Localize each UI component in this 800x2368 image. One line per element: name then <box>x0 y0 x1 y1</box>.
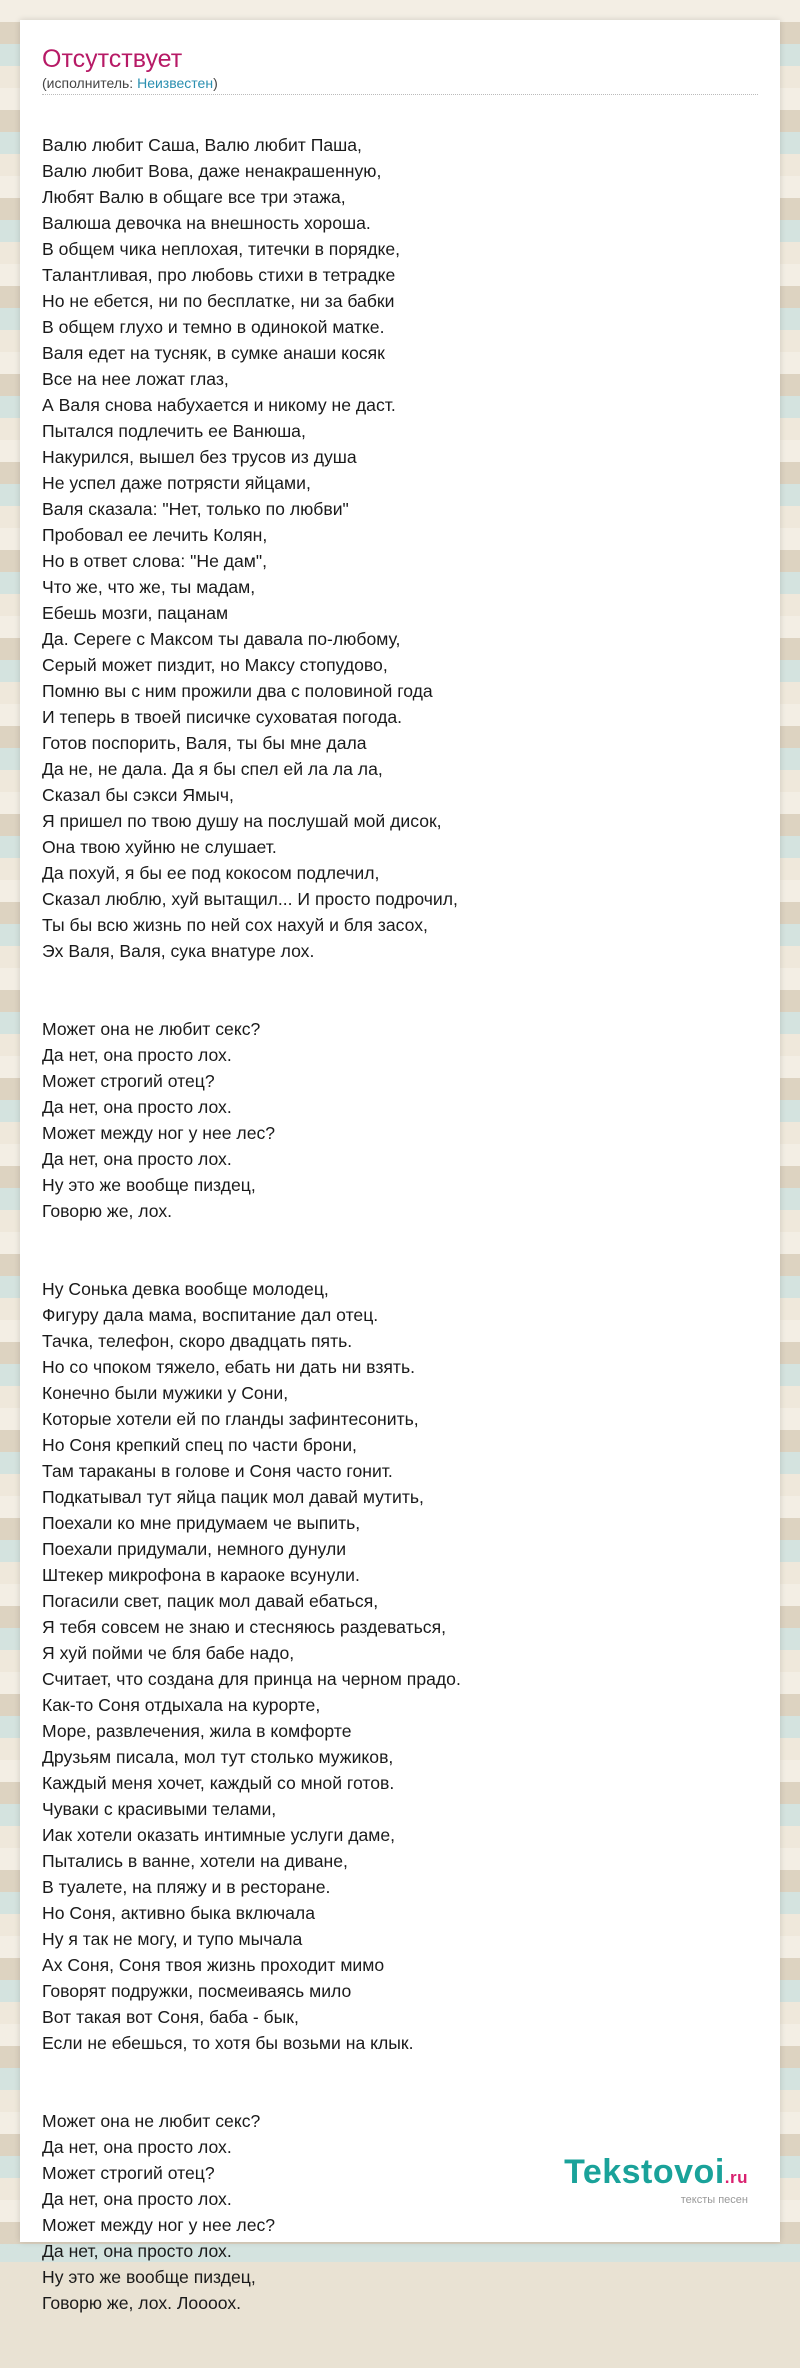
performer-link[interactable]: Неизвестен <box>137 75 214 91</box>
performer-line <box>42 74 218 92</box>
verse-1: Валю любит Саша, Валю любит Паша, Валю любит Вова, даже ненакрашенную, Любят Валю в общаге все три этажа, Валюша девочка на внешность хороша. В общем чика неплохая, титечки в порядке, Талантливая, про любовь стихи в тетрадке Но не ебется, ни по бесплатке, ни за бабки В общем глухо и темно в одинокой матке. Валя едет на тусняк, в сумке анаши косяк Все на нее ложат глаз, А Валя снова набухается и никому не даст. Пытался подлечить ее Ванюша, Накурился, вышел без трусов из душа Не успел даже потрясти яйцами, Валя сказала: "Нет, только по любви" Пробовал ее лечить Колян, Но в ответ слова: "Не дам", Что же, что же, ты мадам, Ебешь мозги, пацанам Да. Сереге с Максом ты давала по-любому, Серый может пиздит, но Максу стопудово, Помню вы с ним прожили два с половиной года И теперь в твоей писичке суховатая погода. Готов поспорить, Валя, ты бы мне дала Да не, не дала. Да я бы спел ей ла ла ла, Сказал бы сэкси Ямыч, Я пришел по твою душу на послушай мой дисок, Она твою хуйню не слушает. Да похуй, я бы ее под кокосом подлечил, Сказал люблю, хуй вытащил... И просто подрочил, Ты бы всю жизнь по ней сох нахуй и бля засох, Эх Валя, Валя, сука внатуре лох. <box>42 135 458 961</box>
verse-2: Ну Сонька девка вообще молодец, Фигуру дала мама, воспитание дал отец. Тачка, телефон, скоро двадцать пять. Но со чпоком тяжело, ебать ни дать ни взять. Конечно были мужики у Сони, Которые хотели ей по гланды зафинтесонить, Но Соня крепкий спец по части брони, Там тараканы в голове и Соня часто гонит. Подкатывал тут яйца пацик мол давай мутить, Поехали ко мне придумаем че выпить, Поехали придумали, немного дунули Штекер микрофона в караоке всунули. Погасили свет, пацик мол давай ебаться, Я тебя совсем не знаю и стесняюсь раздеваться, Я хуй пойми че бля бабе надо, Считает, что создана для принца на черном прадо. Как-то Соня отдыхала на курорте, Море, развлечения, жила в комфорте Друзьям писала, мол тут столько мужиков, Каждый меня хочет, каждый со мной готов. Чуваки с красивыми телами, Иак хотели оказать интимные услуги даме, Пытались в ванне, хотели на диване, В туалете, на пляжу и в ресторане. Но Соня, активно быка включала Ну я так не могу, и тупо мычала Ах Соня, Соня твоя жизнь проходит мимо Говорят подружки, посмеиваясь мило Вот такая вот Соня, баба - бык, Если не ебешься, то хотя бы возьми на клык. <box>42 1279 461 2053</box>
chorus-2: Может она не любит секс? Да нет, она просто лох. Может строгий отец? Да нет, она просто лох. Может между ног у нее лес? Да нет, она просто лох. Ну это же вообще пиздец, Говорю же, лох. Лоооох. <box>42 2111 276 2313</box>
logo-tagline: тексты песен <box>680 2194 748 2206</box>
lyrics-text <box>42 106 758 2368</box>
logo-tld: .ru <box>724 2168 748 2187</box>
chorus-1: Может она не любит секс? Да нет, она просто лох. Может строгий отец? Да нет, она просто лох. Может между ног у нее лес? Да нет, она просто лох. Ну это же вообще пиздец, Говорю же, лох. <box>42 1019 276 1221</box>
performer-prefix: (исполнитель: <box>42 75 138 91</box>
song-title: Отсутствует <box>42 45 183 73</box>
lyrics-page <box>20 20 780 2313</box>
logo-name: Tekstovoi <box>564 2153 725 2191</box>
logo-wordmark <box>564 2154 748 2196</box>
site-logo[interactable] <box>564 2154 748 2206</box>
title-divider <box>42 94 758 95</box>
performer-suffix: ) <box>213 75 218 91</box>
